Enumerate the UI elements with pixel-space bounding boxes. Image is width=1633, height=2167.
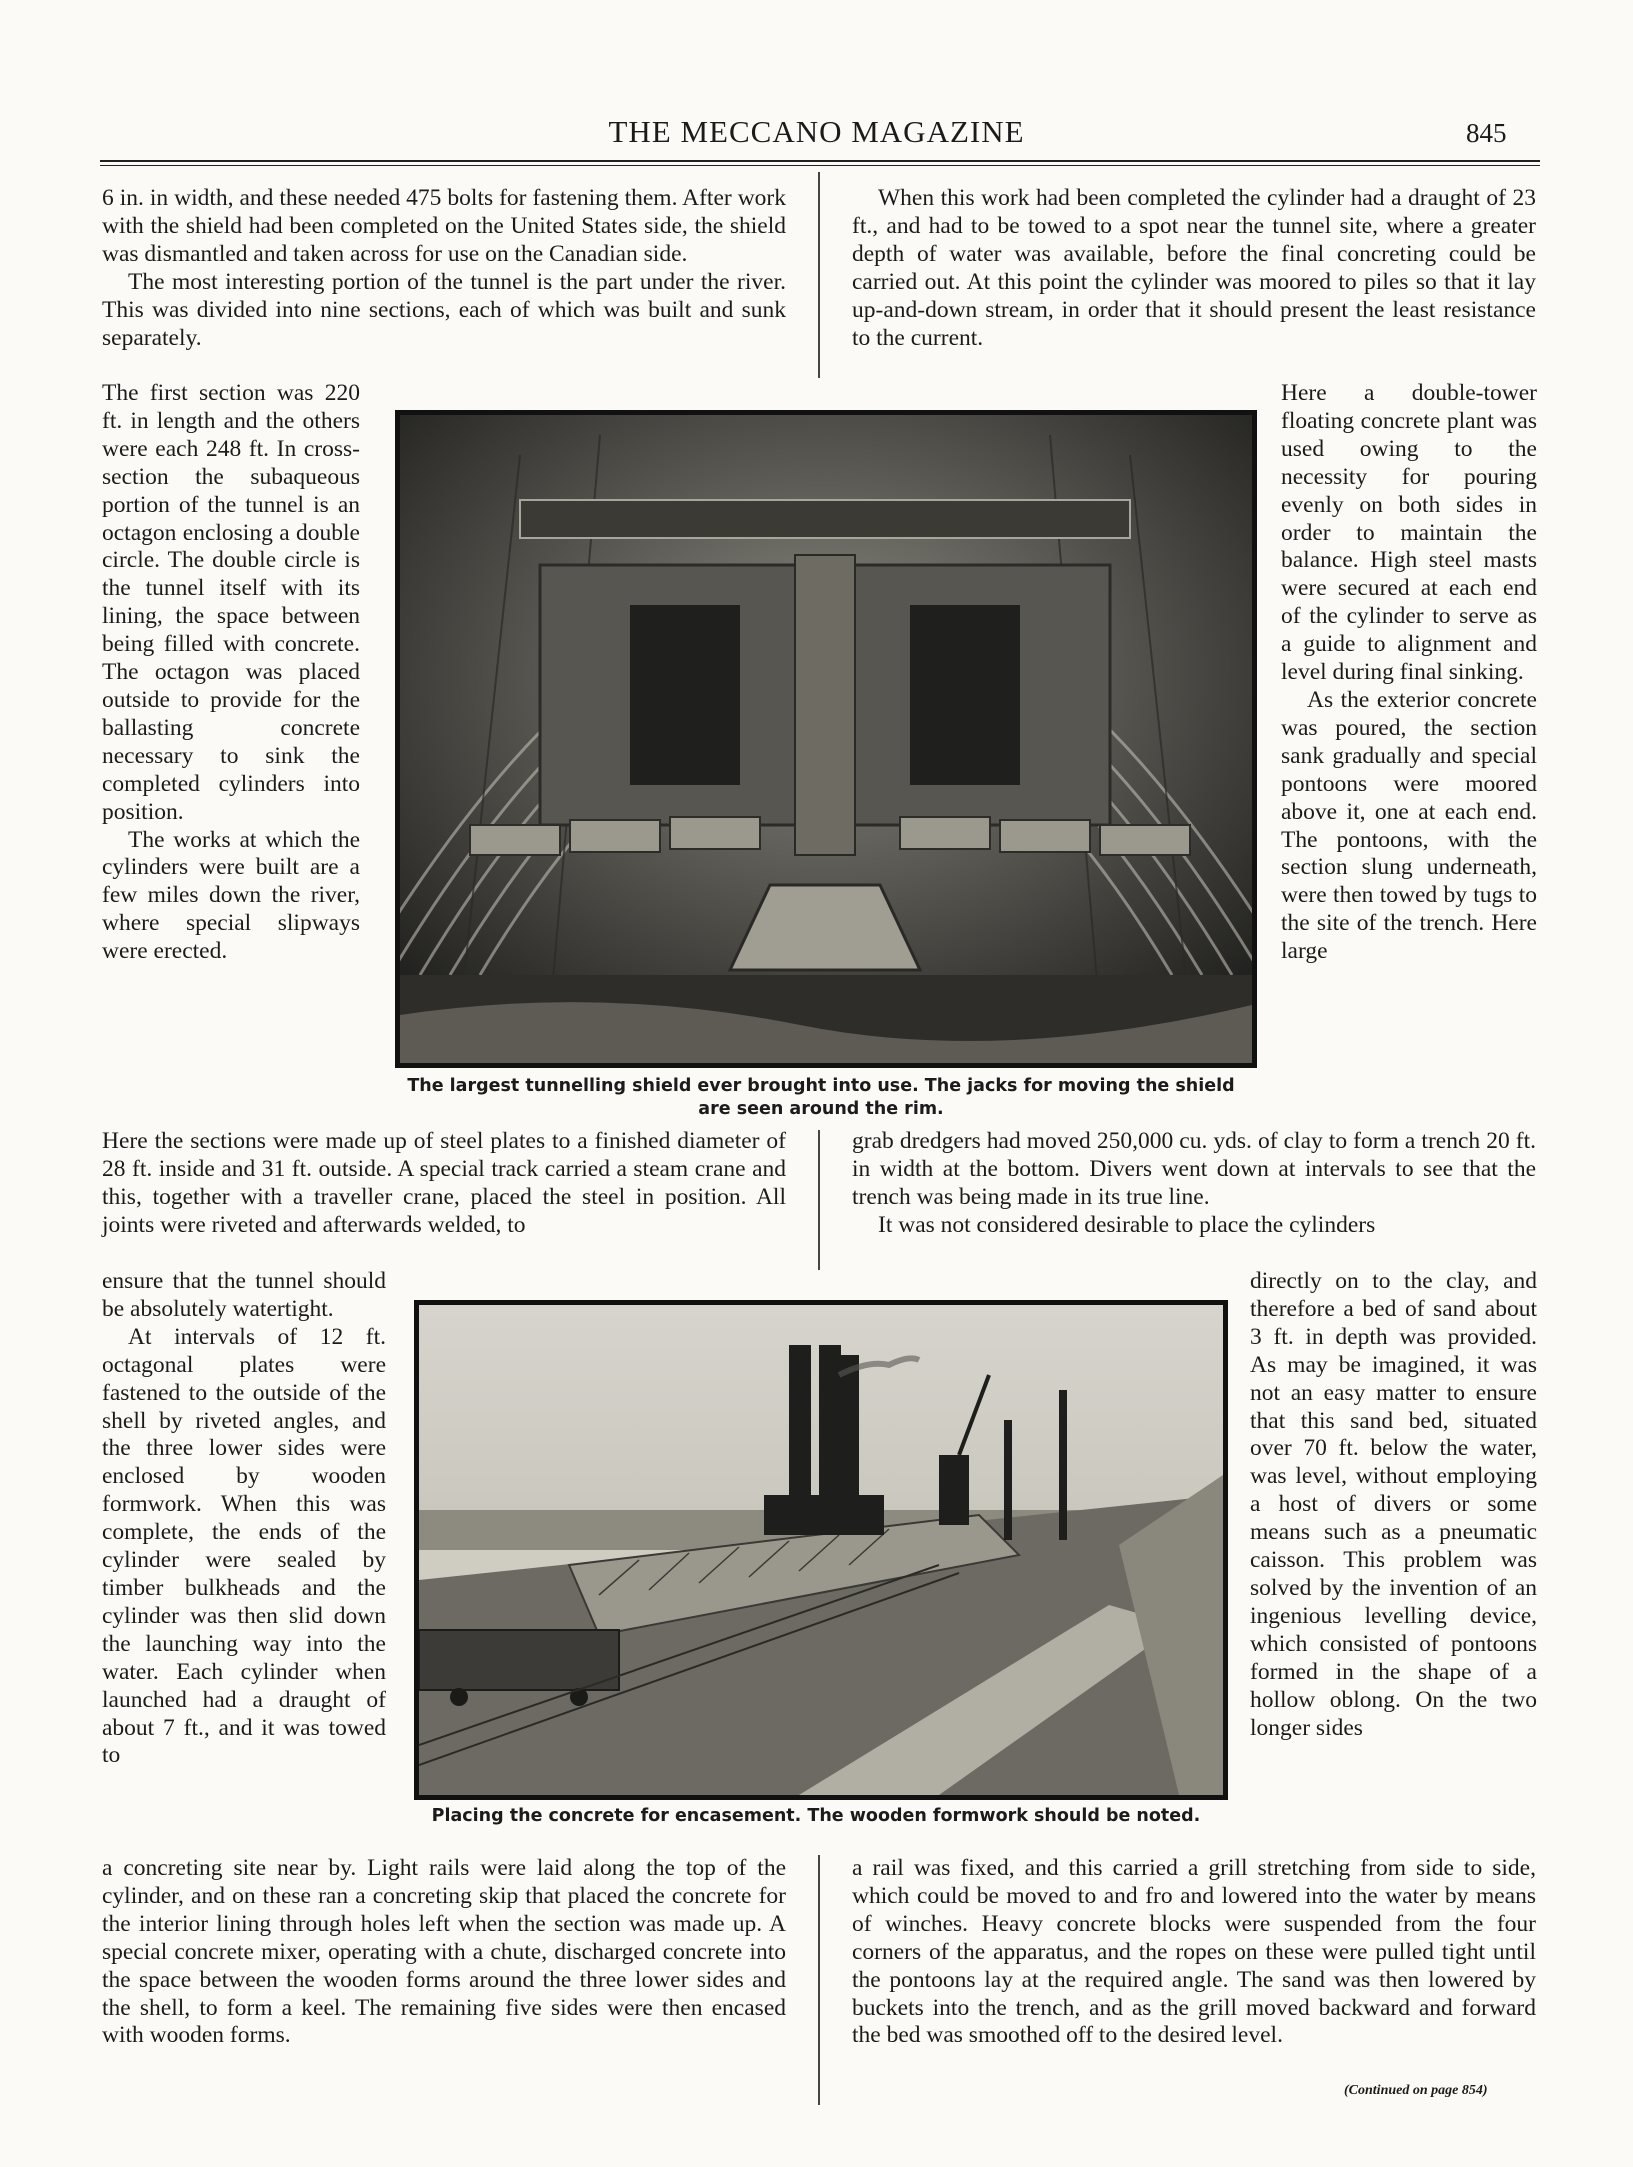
concrete-plant-illustration	[419, 1305, 1223, 1795]
text-block-mid-right	[852, 1128, 1536, 1240]
header-rule-bottom	[100, 165, 1540, 166]
paragraph: The works at which the cylinders were built are a few miles down the river, where special slipways were erected.	[102, 826, 360, 965]
column-divider-mid	[818, 1130, 820, 1270]
paragraph: ensure that the tunnel should be absolutely watertight.	[102, 1268, 386, 1322]
paragraph: The most interesting portion of the tunnel is the part under the river. This was divided into nine sections, each of which was built and sunk separately.	[102, 268, 786, 351]
paragraph: a concreting site near by. Light rails were laid along the top of the cylinder, and on these ran a concreting skip that placed the concrete for the interior lining through holes left when the section was made up. A special concrete mixer, operating with a chute, discharged concrete into the space between the wooden forms around the three lower sides and the shell, to form a keel. The remaining five sides were then encased with wooden forms.	[102, 1855, 786, 2049]
paragraph: As the exterior concrete was poured, the section sank gradually and special pontoons were moored above it, one at each end. The pontoons, with the section slung underneath, were then towed by tugs to the site of the trench. Here large	[1281, 686, 1537, 965]
paragraph: At intervals of 12 ft. octagonal plates were fastened to the outside of the shell by riveted angles, and the three lower sides were enclosed by wooden formwork. When this was complete, the ends of the cylinder were sealed by timber bulkheads and the cylinder was then slid down the launching way into the water. Each cylinder when launched had a draught of about 7 ft., and it was towed to	[102, 1323, 386, 1769]
tunnel-shield-illustration	[400, 415, 1252, 1063]
column-divider-bottom	[818, 1855, 820, 2105]
text-block-top-right	[852, 185, 1536, 352]
magazine-title: THE MECCANO MAGAZINE	[608, 114, 1025, 149]
caption-concrete-encasement: Placing the concrete for encasement. The wooden formwork should be noted.	[431, 1806, 1201, 1826]
paragraph: a rail was fixed, and this carried a grill stretching from side to side, which could be moved to and fro and lowered into the water by means of winches. Heavy concrete blocks were suspended from the four corners of the apparatus, and the ropes on these were pulled tight until the pontoons lay at the required angle. The sand was then lowered by buckets into the trench, and as the grill moved backward and forward the bed was smoothed off to the desired level.	[852, 1855, 1536, 2049]
page-number: 845	[1466, 118, 1507, 148]
paragraph: Here a double-tower floating concrete plant was used owing to the necessity for pouring evenly on both sides in order to maintain the balance. High steel masts were secured at each end of the cylinder to serve as a guide to alignment and level during final sinking.	[1281, 380, 1537, 686]
header-rule-top	[100, 160, 1540, 162]
text-block-right-narrow-2	[1250, 1268, 1537, 1742]
paragraph: The first section was 220 ft. in length and the others were each 248 ft. In cross-section the subaqueous portion of the tunnel is an octagon enclosing a double circle. The double circle is the tunnel itself with its lining, the space between being filled with concrete. The octagon was placed outside to provide for the ballasting concrete necessary to sink the completed cylinders into position.	[102, 380, 360, 825]
text-block-left-narrow-2	[102, 1268, 386, 1770]
paragraph: directly on to the clay, and therefore a bed of sand about 3 ft. in depth was provided. As may be imagined, it was not an easy matter to ensure that this sand bed, situated over 70 ft. below the water, was level, without employing a host of divers or some means such as a pneumatic caisson. This problem was solved by the invention of an ingenious levelling device, which consisted of pontoons formed in the shape of a hollow oblong. On the two longer sides	[1250, 1268, 1537, 1741]
text-block-mid-left	[102, 1128, 786, 1240]
text-block-bottom-left	[102, 1855, 786, 2050]
photo-tunnelling-shield	[395, 410, 1257, 1068]
continued-note: (Continued on page 854)	[1344, 2083, 1488, 2098]
paragraph: 6 in. in width, and these needed 475 bolts for fastening them. After work with the shield had been completed on the United States side, the shield was dismantled and taken across for use on the Canadian side.	[102, 185, 786, 267]
paragraph: Here the sections were made up of steel plates to a finished diameter of 28 ft. inside and 31 ft. outside. A special track carried a steam crane and this, together with a traveller crane, placed the steel in position. All joints were riveted and afterwards welded, to	[102, 1128, 786, 1238]
column-divider-top	[818, 172, 820, 378]
caption-tunnelling-shield: The largest tunnelling shield ever brought into use. The jacks for moving the shield are seen around the rim.	[407, 1076, 1235, 1119]
text-block-left-narrow-1	[102, 380, 360, 966]
text-block-bottom-right	[852, 1855, 1536, 2050]
text-block-top-left	[102, 185, 786, 352]
paragraph: When this work had been completed the cylinder had a draught of 23 ft., and had to be towed to a spot near the tunnel site, where a greater depth of water was available, before the final concreting could be carried out. At this point the cylinder was moored to piles so that it lay up-and-down stream, in order that it should present the least resistance to the current.	[852, 185, 1536, 351]
photo-concrete-encasement	[414, 1300, 1228, 1800]
paragraph: It was not considered desirable to place the cylinders	[878, 1211, 1376, 1238]
text-block-right-narrow-1	[1281, 380, 1537, 966]
paragraph: grab dredgers had moved 250,000 cu. yds. of clay to form a trench 20 ft. in width at the bottom. Divers went down at intervals to see that the trench was being made in its true line.	[852, 1128, 1536, 1210]
